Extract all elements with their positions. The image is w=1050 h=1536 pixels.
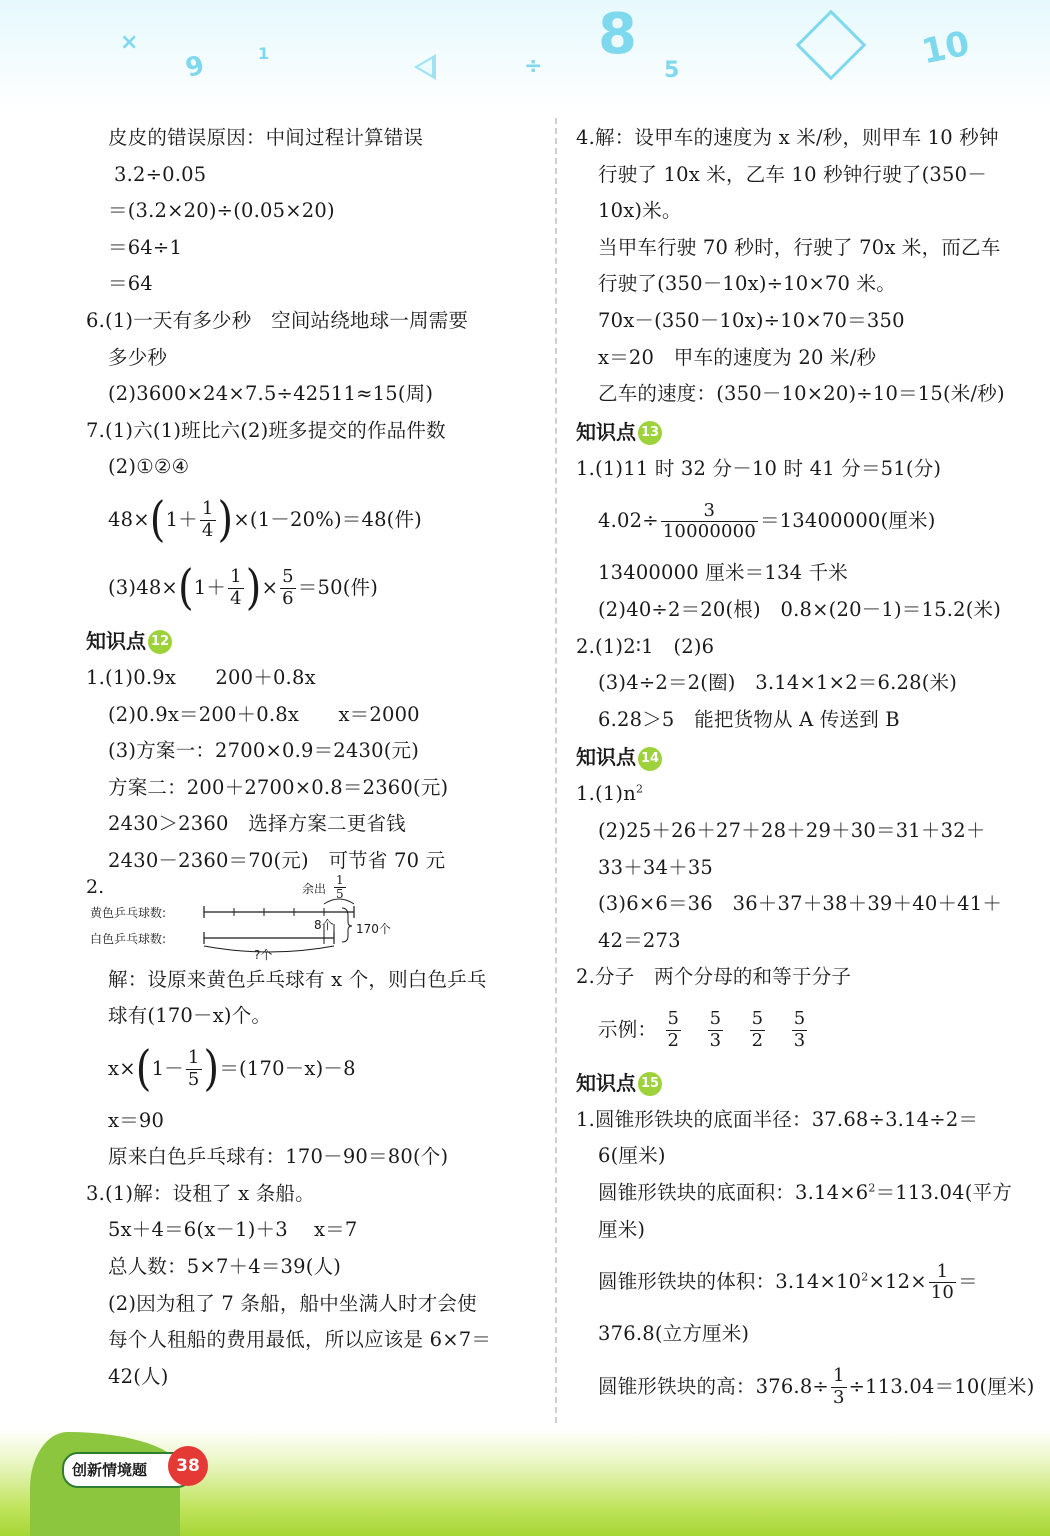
deco-times-icon: × (120, 30, 139, 55)
answer-line: x＝20 甲车的速度为 20 米/秒 (598, 345, 877, 369)
answer-line: 13400000 厘米＝134 千米 (598, 561, 848, 585)
answer-line: 当甲车行驶 70 秒时，行驶了 70x 米，而乙车 (598, 235, 1001, 259)
answer-line: 方案二：200＋2700×0.8＝2360(元) (108, 775, 449, 799)
numerator: 1 (929, 1262, 956, 1284)
denominator: 3 (793, 1029, 806, 1051)
answer-line: 行驶了 10x 米，乙车 10 秒钟行驶了(350－ (598, 162, 987, 186)
formula-text: ＝(170－x)－8 (219, 1056, 356, 1080)
answer-line (576, 776, 1038, 813)
answer-line: 多少秒 (108, 345, 168, 369)
answer-line: 3.(1)解：设租了 x 条船。 (86, 1181, 315, 1205)
formula-text: ×(1－20%)＝48(件) (233, 507, 422, 531)
section-number-badge: 15 (638, 1072, 662, 1096)
formula-text: 4.02÷ (598, 509, 659, 533)
formula-line (86, 1035, 541, 1103)
numerator: 5 (751, 1008, 764, 1030)
fraction (831, 1366, 847, 1408)
fraction (929, 1262, 956, 1304)
formula-text: × (261, 575, 279, 599)
right-column (576, 120, 1038, 1421)
answer-line: 乙车的速度：(350－10×20)÷10＝15(米/秒) (598, 382, 1005, 406)
answer-line: 2.分子 两个分母的和等于分子 (576, 965, 852, 989)
answer-line: 10x)米。 (598, 199, 682, 223)
answer-line: 376.8(立方厘米) (598, 1322, 750, 1346)
formula-text: ＝50(件) (297, 575, 379, 599)
denominator: 3 (709, 1029, 722, 1051)
section-heading-label: 知识点 (576, 419, 636, 444)
answer-line: (2)①②④ (108, 455, 190, 479)
answer-line: 3.2÷0.05 (114, 162, 207, 186)
exponent: 2 (861, 1270, 869, 1284)
section-heading-label: 知识点 (576, 745, 636, 770)
answer-line: ＝64 (108, 272, 153, 296)
denominator: 3 (832, 1386, 845, 1408)
answer-line (576, 1175, 1038, 1212)
answer-line: 每个人租船的费用最低，所以应该是 6×7＝ (108, 1328, 492, 1352)
exponent: 2 (868, 1181, 876, 1195)
answer-line: (3)6×6＝36 36＋37＋38＋39＋40＋41＋ (598, 892, 1003, 916)
answer-line: (2)3600×24×7.5÷42511≈15(周) (108, 382, 434, 406)
deco-digit: 8 (598, 2, 637, 67)
denominator: 6 (282, 587, 294, 609)
line-segment-diagram (86, 872, 541, 962)
formula-line (86, 554, 541, 622)
answer-line: 行驶了(350－10x)÷10×70 米。 (598, 272, 896, 296)
answer-line: (3)4÷2＝2(圈) 3.14×1×2＝6.28(米) (598, 671, 958, 695)
formula-text: 48× (108, 507, 150, 531)
answer-line: 6.28＞5 能把货物从 A 传送到 B (598, 707, 900, 731)
answer-line: 4.解：设甲车的速度为 x 米/秒，则甲车 10 秒钟 (576, 126, 999, 149)
denominator: 10 (930, 1282, 955, 1304)
answer-line: 解：设原来黄色乒乓球有 x 个，则白色乒乓 (108, 967, 487, 991)
answer-line: x＝90 (108, 1108, 165, 1132)
paren-left: ( (135, 1041, 152, 1097)
formula-text: 1＋ (193, 575, 227, 599)
answer-line: ＝(3.2×20)÷(0.05×20) (108, 199, 335, 223)
answer-line: 总人数：5×7＋4＝39(人) (108, 1255, 342, 1279)
numerator: 5 (709, 1008, 722, 1030)
numerator: 5 (793, 1008, 806, 1030)
formula-text: ＝113.04(平方 (875, 1181, 1012, 1205)
numerator: 1 (336, 872, 344, 887)
formula-text: 圆锥形铁块的高：376.8÷ (598, 1374, 829, 1398)
formula-text: 圆锥形铁块的底面积：3.14×6 (598, 1181, 869, 1205)
denominator: 2 (667, 1029, 680, 1051)
answer-line: 42(人) (108, 1364, 169, 1388)
paren-right: ) (203, 1041, 220, 1097)
section-number-badge: 12 (148, 630, 172, 654)
denominator: 2 (751, 1029, 764, 1051)
fraction (708, 1009, 724, 1051)
fraction (666, 1009, 682, 1051)
formula-text: ×12× (868, 1270, 927, 1294)
diagram-label-white: 白色乒乓球数: (90, 931, 167, 946)
denominator: 10000000 (662, 521, 756, 543)
formula-text: (3)48× (108, 575, 178, 599)
section-heading (86, 622, 541, 660)
paren-left: ( (177, 560, 194, 617)
numerator: 1 (201, 498, 214, 520)
answer-line: 33＋34＋35 (598, 855, 714, 879)
fraction (792, 1009, 808, 1051)
formula-line (576, 1248, 1038, 1316)
diagram-label-total: 170个 (356, 921, 391, 936)
page-number: 38 (168, 1446, 208, 1486)
numerator: 5 (667, 1008, 680, 1030)
answer-line: 球有(170－x)个。 (108, 1004, 272, 1028)
section-number-badge: 14 (638, 747, 662, 771)
formula-text: ＝ (958, 1270, 978, 1294)
answer-line: 1.(1)0.9x 200＋0.8x (86, 665, 316, 689)
denominator: 4 (201, 519, 214, 541)
answer-line: ＝64÷1 (108, 235, 183, 259)
deco-triangle-icon (414, 54, 436, 80)
numerator: 1 (187, 1047, 200, 1068)
formula-text: 圆锥形铁块的体积：3.14×10 (598, 1270, 862, 1294)
answer-line: 原来白色乒乓球有：170－90＝80(个) (108, 1145, 449, 1169)
answer-line: 1.圆锥形铁块的底面半径：37.68÷3.14÷2＝ (576, 1107, 979, 1131)
section-heading-label: 知识点 (86, 628, 146, 653)
column-divider (555, 118, 557, 1423)
answer-line: (2)0.9x＝200＋0.8x x＝2000 (108, 702, 420, 726)
denominator: 5 (187, 1068, 200, 1090)
formula-line (86, 486, 541, 554)
answer-line: (3)方案一：2700×0.9＝2430(元) (108, 739, 420, 763)
deco-divide-icon: ÷ (524, 54, 543, 79)
exponent: 2 (636, 782, 644, 796)
diagram-label-eight: 8个 (314, 917, 334, 932)
answer-line: (2)因为租了 7 条船，船中坐满人时才会使 (108, 1291, 477, 1315)
formula-text: 1.(1)n (576, 782, 636, 806)
fraction (280, 567, 296, 609)
deco-digit: 10 (918, 23, 973, 73)
fraction (200, 499, 216, 541)
paren-right: ) (245, 560, 262, 617)
fraction (228, 567, 244, 609)
numerator: 1 (832, 1365, 845, 1387)
denominator: 4 (230, 587, 242, 609)
answer-line: 7.(1)六(1)班比六(2)班多提交的作品件数 (86, 418, 446, 442)
question-number: 2. (86, 875, 105, 898)
section-heading (576, 413, 1038, 451)
formula-line (576, 996, 1038, 1064)
answer-line: 2.(1)2∶1 (2)6 (576, 634, 715, 658)
formula-text: ＝13400000(厘米) (759, 509, 936, 533)
section-heading-label: 知识点 (576, 1070, 636, 1095)
numerator: 3 (661, 501, 758, 523)
diagram-label-yellow: 黄色乒乓球数: (90, 905, 167, 920)
formula-text: 1＋ (165, 507, 198, 531)
formula-line (576, 1353, 1038, 1421)
denominator: 5 (336, 887, 344, 902)
answer-line: (2)40÷2＝20(根) 0.8×(20－1)＝15.2(米) (598, 597, 1002, 621)
deco-digit: 5 (664, 58, 680, 83)
answer-line: 6.(1)一天有多少秒 空间站绕地球一周需要 (86, 308, 469, 332)
numerator: 1 (230, 566, 242, 588)
answer-line: 厘米) (598, 1217, 646, 1241)
section-number-badge: 13 (638, 421, 662, 445)
answer-line: 2430－2360＝70(元) 可节省 70 元 (108, 848, 446, 872)
answer-line: 1.(1)11 时 32 分－10 时 41 分＝51(分) (576, 456, 942, 480)
answer-line: 70x－(350－10x)÷10×70＝350 (598, 308, 905, 332)
left-column (86, 120, 541, 1395)
formula-text: 示例： (598, 1017, 658, 1041)
footer-section-tag: 创新情境题 (62, 1452, 193, 1488)
paren-right: ) (217, 492, 234, 549)
answer-line: 皮皮的错误原因：中间过程计算错误 (108, 126, 424, 149)
answer-line: (2)25＋26＋27＋28＋29＋30＝31＋32＋ (598, 818, 986, 842)
section-heading (576, 738, 1038, 776)
answer-line: 5x＋4＝6(x－1)＋3 x＝7 (108, 1218, 358, 1242)
fraction (750, 1009, 766, 1051)
answer-line: 2430＞2360 选择方案二更省钱 (108, 812, 406, 836)
deco-digit: 9 (182, 50, 208, 84)
formula-text: x× (108, 1056, 136, 1080)
formula-text: ÷113.04＝10(厘米) (848, 1374, 1035, 1398)
formula-line (576, 487, 1038, 555)
diagram-label-unknown: ?个 (254, 947, 273, 962)
deco-digit: 1 (258, 44, 270, 63)
section-heading (576, 1064, 1038, 1102)
fraction (186, 1048, 202, 1090)
answer-line: 6(厘米) (598, 1144, 666, 1168)
paren-left: ( (149, 492, 166, 549)
diagram-label-remaining: 余出 (302, 881, 327, 896)
numerator: 5 (282, 566, 294, 588)
answer-line: 42＝273 (598, 928, 681, 952)
fraction (661, 501, 758, 543)
diagram-lines (86, 880, 386, 962)
formula-text: 1－ (151, 1056, 184, 1080)
